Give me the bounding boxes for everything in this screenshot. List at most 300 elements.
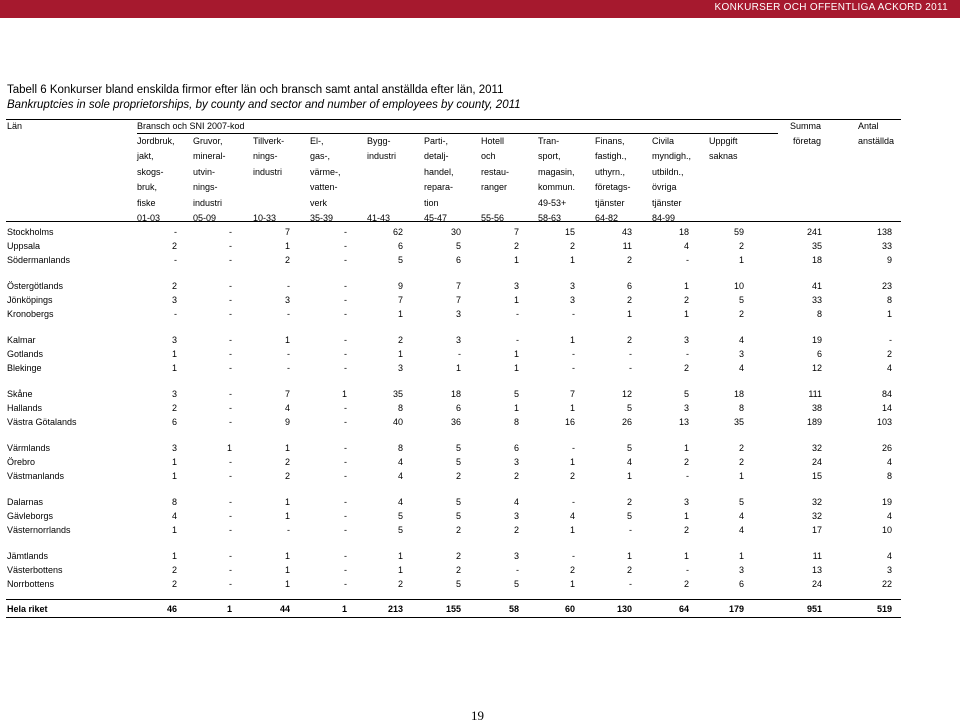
- row-label: Norrbottens: [7, 579, 55, 589]
- table-cell: 5: [683, 389, 689, 399]
- table-cell: 18: [811, 255, 822, 265]
- table-cell: -: [889, 335, 892, 345]
- table-cell: 2: [738, 309, 744, 319]
- table-cell: -: [344, 241, 347, 251]
- table-row: [0, 389, 960, 402]
- table-cell: 3: [513, 457, 519, 467]
- table-cell: 7: [455, 295, 461, 305]
- table-cell: -: [572, 551, 575, 561]
- table-cell: -: [344, 281, 347, 291]
- table-cell: 11: [812, 551, 822, 561]
- table-cell: 5: [513, 579, 519, 589]
- table-cell: 40: [392, 417, 403, 427]
- table-cell: -: [344, 551, 347, 561]
- table-cell: 4: [738, 335, 744, 345]
- table-cell: -: [686, 255, 689, 265]
- table-cell: -: [344, 227, 347, 237]
- table-cell: 15: [811, 471, 822, 481]
- table-cell: 23: [881, 281, 892, 291]
- table-cell: -: [174, 309, 177, 319]
- table-cell: 4: [626, 457, 632, 467]
- table-cell: 26: [881, 443, 892, 453]
- table-cell: -: [229, 403, 232, 413]
- table-cell: 5: [397, 525, 403, 535]
- table-cell: 3: [569, 295, 575, 305]
- column-header: Tran- sport, magasin, kommun. 49-53+ 58-63: [538, 136, 576, 224]
- table-cell: 1: [569, 525, 575, 535]
- table-cell: 5: [455, 457, 461, 467]
- table-cell: 26: [621, 417, 632, 427]
- table-cell: -: [344, 255, 347, 265]
- table-cell: 1: [397, 551, 403, 561]
- table-cell: 2: [683, 363, 689, 373]
- table-cell: 2: [171, 579, 177, 589]
- table-cell: 4: [284, 403, 290, 413]
- table-cell: 8: [513, 417, 519, 427]
- table-cell: 3: [455, 309, 461, 319]
- table-cell: 7: [284, 227, 290, 237]
- table-cell: -: [229, 389, 232, 399]
- table-cell: 3: [284, 295, 290, 305]
- table-cell: 4: [569, 511, 575, 521]
- table-row: [0, 551, 960, 564]
- table-cell: -: [629, 525, 632, 535]
- table-cell: 1: [284, 579, 290, 589]
- row-label: Hela riket: [7, 604, 48, 614]
- table-cell: 1: [626, 309, 632, 319]
- table-cell: 5: [738, 295, 744, 305]
- table-cell: 2: [569, 241, 575, 251]
- table-cell: 62: [392, 227, 403, 237]
- row-label: Uppsala: [7, 241, 41, 251]
- table-cell: -: [344, 457, 347, 467]
- table-cell: -: [629, 363, 632, 373]
- table-cell: 3: [569, 281, 575, 291]
- table-cell: -: [229, 349, 232, 359]
- table-cell: 1: [569, 457, 575, 467]
- table-cell: 1: [284, 565, 290, 575]
- table-cell: 5: [738, 497, 744, 507]
- table-cell: -: [344, 471, 347, 481]
- table-cell: 24: [811, 457, 822, 467]
- table-cell: 1: [683, 309, 689, 319]
- table-cell: 9: [886, 255, 892, 265]
- table-cell: 2: [397, 335, 403, 345]
- table-cell: -: [344, 497, 347, 507]
- column-header: Uppgift saknas: [709, 136, 738, 162]
- row-label: Skåne: [7, 389, 33, 399]
- table-cell: 2: [738, 241, 744, 251]
- table-row: [0, 417, 960, 430]
- table-cell: 8: [738, 403, 744, 413]
- table-cell: -: [686, 349, 689, 359]
- table-cell: 44: [279, 604, 290, 614]
- table-cell: 2: [626, 255, 632, 265]
- table-cell: -: [287, 525, 290, 535]
- table-cell: -: [572, 309, 575, 319]
- table-cell: -: [229, 471, 232, 481]
- table-row: [0, 241, 960, 254]
- table-cell: 2: [455, 551, 461, 561]
- table-cell: 8: [886, 295, 892, 305]
- table-cell: 111: [808, 389, 822, 399]
- table-cell: 35: [392, 389, 403, 399]
- table-cell: 5: [397, 511, 403, 521]
- table-cell: 8: [171, 497, 177, 507]
- table-cell: 35: [733, 417, 744, 427]
- table-cell: 59: [733, 227, 744, 237]
- table-cell: 3: [886, 565, 892, 575]
- table-cell: 12: [621, 389, 632, 399]
- table-cell: 213: [387, 604, 403, 614]
- table-cell: -: [344, 417, 347, 427]
- table-cell: -: [629, 579, 632, 589]
- table-cell: 1: [513, 363, 519, 373]
- table-row: [0, 497, 960, 510]
- table-cell: 1: [513, 255, 519, 265]
- row-label: Gotlands: [7, 349, 44, 359]
- table-cell: 1: [397, 565, 403, 575]
- table-cell: 1: [226, 604, 232, 614]
- header-band: [0, 0, 960, 18]
- table-cell: 1: [284, 335, 290, 345]
- table-cell: 1: [284, 551, 290, 561]
- table-cell: 2: [683, 525, 689, 535]
- table-cell: 130: [616, 604, 632, 614]
- table-cell: 1: [455, 363, 461, 373]
- row-label: Dalarnas: [7, 497, 44, 507]
- table-cell: 2: [455, 565, 461, 575]
- table-cell: -: [344, 579, 347, 589]
- row-label: Kalmar: [7, 335, 36, 345]
- column-header: Tillverk- nings- industri 10-33: [253, 136, 285, 224]
- table-cell: 1: [626, 471, 632, 481]
- table-cell: 4: [738, 511, 744, 521]
- table-cell: 14: [881, 403, 892, 413]
- table-cell: -: [229, 335, 232, 345]
- table-cell: 1: [284, 497, 290, 507]
- table-cell: 5: [455, 443, 461, 453]
- table-cell: -: [174, 227, 177, 237]
- table-cell: 4: [171, 511, 177, 521]
- table-cell: 2: [683, 295, 689, 305]
- column-header: anställda: [858, 136, 895, 146]
- table-cell: -: [686, 565, 689, 575]
- table-cell: 3: [171, 389, 177, 399]
- row-label: Östergötlands: [7, 281, 64, 291]
- row-label: Jämtlands: [7, 551, 49, 561]
- table-cell: 4: [886, 511, 892, 521]
- table-cell: 17: [811, 525, 822, 535]
- table-cell: 2: [569, 565, 575, 575]
- table-cell: 1: [683, 443, 689, 453]
- table-cell: -: [629, 349, 632, 359]
- header-band-text: KONKURSER OCH OFFENTLIGA ACKORD 2011: [714, 2, 948, 13]
- table-cell: 1: [886, 309, 892, 319]
- table-row: [0, 579, 960, 592]
- table-cell: 3: [738, 565, 744, 575]
- table-cell: -: [516, 309, 519, 319]
- table-cell: -: [344, 511, 347, 521]
- table-cell: 2: [683, 579, 689, 589]
- table-cell: 1: [513, 349, 519, 359]
- table-cell: -: [344, 525, 347, 535]
- table-cell: 2: [513, 471, 519, 481]
- table-cell: 2: [397, 579, 403, 589]
- table-cell: 2: [886, 349, 892, 359]
- table-cell: 2: [738, 443, 744, 453]
- table-cell: 4: [397, 471, 403, 481]
- table-cell: 2: [284, 255, 290, 265]
- table-cell: 5: [626, 403, 632, 413]
- table-cell: 19: [881, 497, 892, 507]
- row-label: Västernorrlands: [7, 525, 71, 535]
- table-cell: 32: [811, 443, 822, 453]
- table-cell: 35: [811, 241, 822, 251]
- table-cell: -: [458, 349, 461, 359]
- table-cell: 241: [806, 227, 822, 237]
- table-cell: 2: [171, 403, 177, 413]
- table-cell: -: [229, 309, 232, 319]
- column-header: Gruvor, mineral- utvin- nings- industri 05-09: [193, 136, 226, 224]
- table-cell: 2: [626, 295, 632, 305]
- table-cell: 8: [397, 403, 403, 413]
- table-cell: 3: [683, 335, 689, 345]
- table-cell: 1: [569, 255, 575, 265]
- table-cell: 2: [284, 457, 290, 467]
- table-cell: 179: [728, 604, 744, 614]
- table-cell: 3: [171, 335, 177, 345]
- table-cell: 7: [513, 227, 519, 237]
- table-row: [0, 511, 960, 524]
- table-cell: 2: [171, 241, 177, 251]
- table-cell: 6: [171, 417, 177, 427]
- table-cell: 7: [455, 281, 461, 291]
- table-cell: 13: [678, 417, 689, 427]
- table-cell: 3: [455, 335, 461, 345]
- table-cell: 1: [226, 443, 232, 453]
- table-cell: 10: [881, 525, 892, 535]
- table-cell: 1: [683, 281, 689, 291]
- table-cell: 1: [284, 511, 290, 521]
- table-cell: 3: [171, 295, 177, 305]
- column-header: El-, gas-, värme-, vatten- verk 35-39: [310, 136, 341, 224]
- table-cell: 5: [626, 443, 632, 453]
- table-cell: -: [174, 255, 177, 265]
- table-cell: -: [229, 241, 232, 251]
- table-cell: 3: [397, 363, 403, 373]
- table-cell: 43: [621, 227, 632, 237]
- column-header-antal: Antal: [858, 121, 879, 131]
- table-row: [0, 309, 960, 322]
- table-cell: 1: [284, 443, 290, 453]
- table-cell: -: [229, 457, 232, 467]
- table-bottom-rule: [6, 617, 901, 618]
- table-cell: 32: [811, 497, 822, 507]
- table-cell: -: [572, 497, 575, 507]
- table-row: [0, 525, 960, 538]
- table-cell: 3: [171, 443, 177, 453]
- table-cell: -: [516, 565, 519, 575]
- table-cell: -: [229, 295, 232, 305]
- table-row: [0, 471, 960, 484]
- table-cell: 2: [284, 471, 290, 481]
- table-cell: 1: [738, 471, 744, 481]
- table-cell: 4: [886, 363, 892, 373]
- table-cell: -: [344, 565, 347, 575]
- table-cell: 1: [397, 349, 403, 359]
- column-header: Civila myndigh., utbildn., övriga tjänster 84-99: [652, 136, 692, 224]
- table-cell: -: [344, 403, 347, 413]
- table-cell: -: [229, 497, 232, 507]
- table-cell: 13: [811, 565, 822, 575]
- table-cell: -: [287, 281, 290, 291]
- table-cell: 1: [626, 551, 632, 561]
- table-cell: 2: [626, 565, 632, 575]
- table-cell: -: [686, 471, 689, 481]
- table-cell: 7: [397, 295, 403, 305]
- column-header-summa: Summa: [790, 121, 822, 131]
- column-header: Hotell och restau- ranger 55-56: [481, 136, 510, 224]
- total-top-rule: [6, 599, 901, 600]
- table-cell: 1: [171, 349, 177, 359]
- table-cell: 5: [455, 579, 461, 589]
- row-label: Blekinge: [7, 363, 42, 373]
- table-cell: 1: [513, 295, 519, 305]
- table-cell: 12: [811, 363, 822, 373]
- table-cell: 18: [678, 227, 689, 237]
- table-cell: 2: [738, 457, 744, 467]
- column-header: Finans, fastigh., uthyrn., företags- tjänster 64-82: [595, 136, 631, 224]
- table-cell: 58: [508, 604, 519, 614]
- table-cell: -: [229, 255, 232, 265]
- table-cell: 5: [455, 241, 461, 251]
- table-cell: 4: [738, 525, 744, 535]
- table-cell: -: [572, 349, 575, 359]
- table-cell: -: [344, 309, 347, 319]
- table-cell: -: [229, 363, 232, 373]
- table-cell: 46: [166, 604, 177, 614]
- table-cell: 519: [876, 604, 892, 614]
- table-cell: 22: [881, 579, 892, 589]
- row-label: Värmlands: [7, 443, 51, 453]
- table-cell: 3: [513, 551, 519, 561]
- table-cell: 1: [397, 309, 403, 319]
- table-cell: 8: [816, 309, 822, 319]
- table-cell: 7: [284, 389, 290, 399]
- table-cell: 7: [569, 389, 575, 399]
- table-cell: 2: [455, 525, 461, 535]
- table-cell: 1: [284, 241, 290, 251]
- table-cell: 33: [811, 295, 822, 305]
- table-cell: -: [229, 511, 232, 521]
- table-cell: 5: [455, 511, 461, 521]
- table-cell: 16: [564, 417, 575, 427]
- table-cell: 5: [397, 255, 403, 265]
- table-cell: 2: [683, 457, 689, 467]
- table-cell: 36: [450, 417, 461, 427]
- table-cell: 8: [397, 443, 403, 453]
- column-header: Parti-, detalj- handel, repara- tion 45-47: [424, 136, 454, 224]
- table-cell: -: [572, 363, 575, 373]
- table-cell: 1: [569, 579, 575, 589]
- table-row: [0, 335, 960, 348]
- table-cell: 138: [876, 227, 892, 237]
- table-cell: 1: [569, 403, 575, 413]
- table-cell: 2: [171, 281, 177, 291]
- table-cell: 19: [811, 335, 822, 345]
- table-cell: 4: [513, 497, 519, 507]
- table-title: Tabell 6 Konkurser bland enskilda firmor efter län och bransch samt antal anställda efter län, 2011: [7, 84, 504, 96]
- table-cell: 1: [171, 457, 177, 467]
- table-cell: 9: [284, 417, 290, 427]
- table-cell: 1: [738, 551, 744, 561]
- table-cell: -: [229, 551, 232, 561]
- table-row: [0, 457, 960, 470]
- table-cell: 2: [171, 565, 177, 575]
- table-cell: 2: [626, 335, 632, 345]
- header-bottom-rule: [6, 221, 901, 222]
- table-cell: 3: [683, 497, 689, 507]
- table-cell: 64: [678, 604, 689, 614]
- table-cell: 1: [341, 389, 347, 399]
- table-cell: 6: [816, 349, 822, 359]
- column-header: Bygg- industri 41-43: [367, 136, 397, 224]
- column-header-lan: Län: [7, 121, 23, 131]
- table-cell: 6: [738, 579, 744, 589]
- table-cell: 1: [171, 551, 177, 561]
- column-header: företag: [793, 136, 822, 146]
- table-cell: 10: [733, 281, 744, 291]
- table-cell: 15: [564, 227, 575, 237]
- table-cell: 3: [683, 403, 689, 413]
- table-cell: 1: [569, 335, 575, 345]
- table-cell: -: [344, 363, 347, 373]
- table-row: [0, 281, 960, 294]
- table-cell: 1: [683, 551, 689, 561]
- table-cell: 4: [738, 363, 744, 373]
- table-cell: 5: [513, 389, 519, 399]
- table-cell: 6: [455, 255, 461, 265]
- row-label: Hallands: [7, 403, 43, 413]
- table-cell: 18: [450, 389, 461, 399]
- table-row: [0, 363, 960, 376]
- table-cell: 1: [738, 255, 744, 265]
- table-cell: 60: [564, 604, 575, 614]
- table-cell: -: [287, 309, 290, 319]
- table-cell: 38: [811, 403, 822, 413]
- total-row: [0, 604, 960, 617]
- table-cell: 2: [455, 471, 461, 481]
- row-label: Gävleborgs: [7, 511, 54, 521]
- table-cell: -: [287, 363, 290, 373]
- table-cell: 1: [513, 403, 519, 413]
- table-cell: 1: [683, 511, 689, 521]
- table-cell: 5: [455, 497, 461, 507]
- table-cell: 4: [886, 457, 892, 467]
- column-header: Jordbruk, jakt, skogs- bruk, fiske 01-03: [137, 136, 175, 224]
- table-row: [0, 227, 960, 240]
- table-cell: -: [344, 335, 347, 345]
- table-cell: 3: [513, 281, 519, 291]
- table-cell: 951: [806, 604, 822, 614]
- row-label: Jönköpings: [7, 295, 53, 305]
- table-row: [0, 255, 960, 268]
- table-cell: 4: [683, 241, 689, 251]
- table-cell: 6: [626, 281, 632, 291]
- table-cell: 103: [876, 417, 892, 427]
- row-label: Västerbottens: [7, 565, 63, 575]
